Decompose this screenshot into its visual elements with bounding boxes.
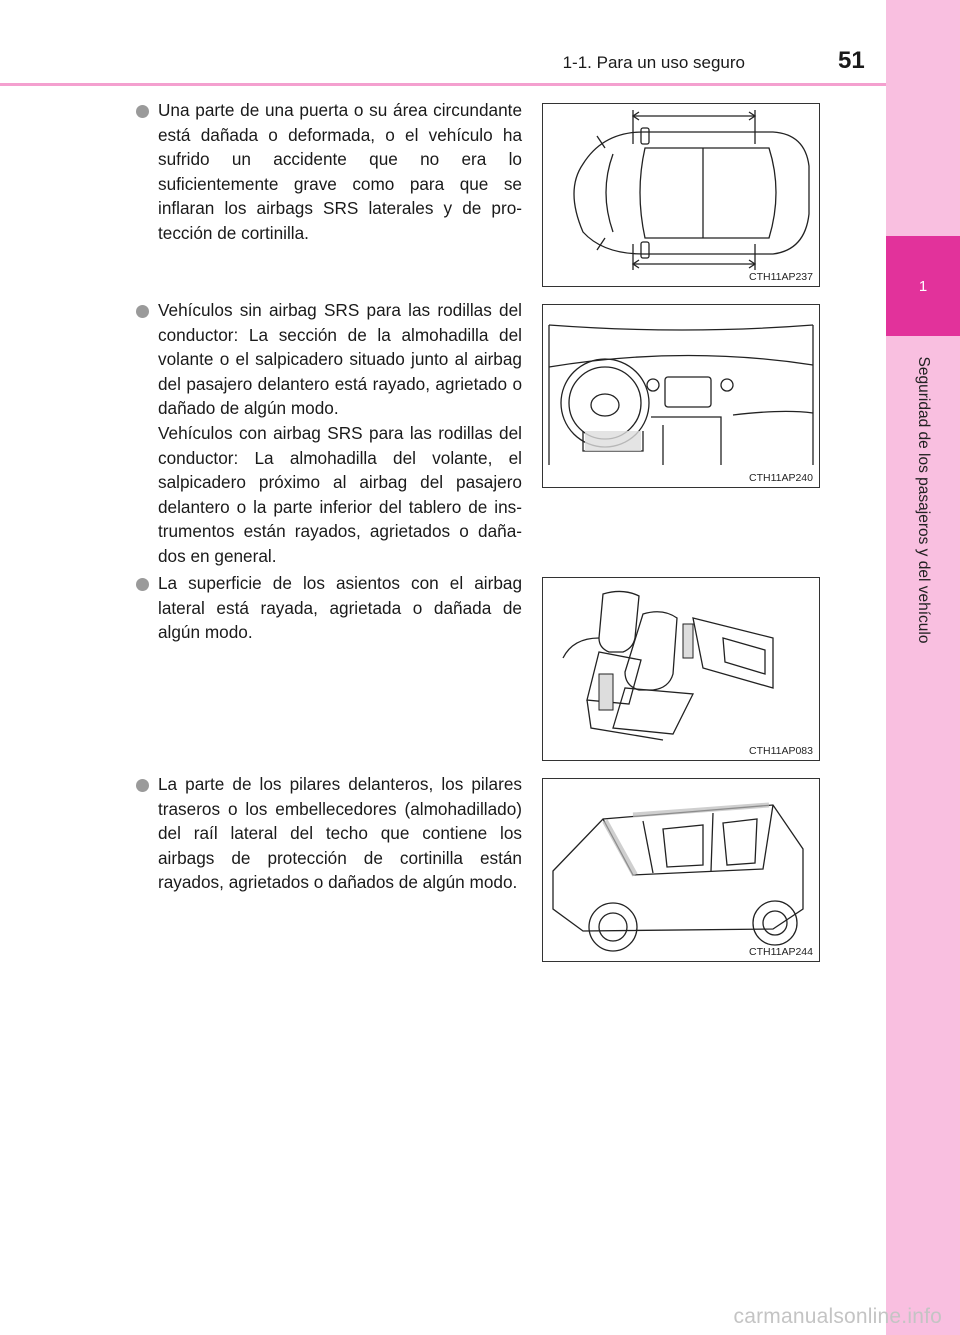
figure-code: CTH11AP083 bbox=[748, 745, 813, 757]
figure-dashboard bbox=[542, 304, 820, 488]
figure-code: CTH11AP240 bbox=[748, 472, 813, 484]
header-rule bbox=[0, 83, 886, 86]
figure-code: CTH11AP244 bbox=[748, 946, 813, 958]
figure-car-pillars bbox=[542, 778, 820, 962]
list-item bbox=[136, 98, 522, 246]
chapter-title: Seguridad de los pasajeros y del vehículo bbox=[915, 356, 932, 644]
item-text: Una parte de una puerta o su área circundante está dañada o deformada, o el vehículo ha sufrido un accidente que no era lo suficientemente grave como para que se inflaran los airbags SRS laterales y de protección de cortinilla. bbox=[158, 100, 522, 243]
item-text: La superficie de los asientos con el airbag lateral está rayada, agrietada o dañada de algún modo. bbox=[158, 573, 522, 643]
item-text: La parte de los pilares delanteros, los pilares traseros o los embellecedores (almohadillado) del raíl lateral del techo que contiene los airbags de protección de cortinilla están rayados, agrietados o dañados de algún modo. bbox=[158, 774, 522, 893]
item-text-secondary: Vehículos con airbag SRS para las rodillas del conductor: La almohadilla del volante, el salpicadero próximo al airbag del pasajero delantero o la parte inferior del tablero de instrumentos están rayados, agrietados o dañados en general. bbox=[158, 422, 522, 566]
car-top-view-illustration bbox=[543, 104, 819, 286]
bullet-icon bbox=[136, 779, 149, 792]
figure-code: CTH11AP237 bbox=[748, 271, 813, 283]
list-item bbox=[136, 772, 522, 895]
bullet-icon bbox=[136, 105, 149, 118]
dashboard-illustration bbox=[543, 305, 819, 487]
chapter-side-tab bbox=[886, 0, 960, 1335]
figure-front-seats bbox=[542, 577, 820, 761]
item-text: Vehículos sin airbag SRS para las rodillas del conductor: La sección de la almohadilla del volante o el salpicadero situado junto al airbag del pasajero delantero está rayado, agrietado o dañado de algún modo. bbox=[158, 300, 522, 419]
front-seats-illustration bbox=[543, 578, 819, 760]
list-item bbox=[136, 298, 522, 569]
page-number: 51 bbox=[838, 47, 865, 74]
bullet-icon bbox=[136, 305, 149, 318]
figure-car-top-view bbox=[542, 103, 820, 287]
car-pillars-illustration bbox=[543, 779, 819, 961]
section-header: 1-1. Para un uso seguro bbox=[562, 53, 745, 72]
chapter-number-box bbox=[886, 236, 960, 336]
bullet-icon bbox=[136, 578, 149, 591]
list-item bbox=[136, 571, 522, 645]
footer-watermark: carmanualsonline.info bbox=[733, 1305, 942, 1328]
chapter-number: 1 bbox=[918, 278, 928, 295]
